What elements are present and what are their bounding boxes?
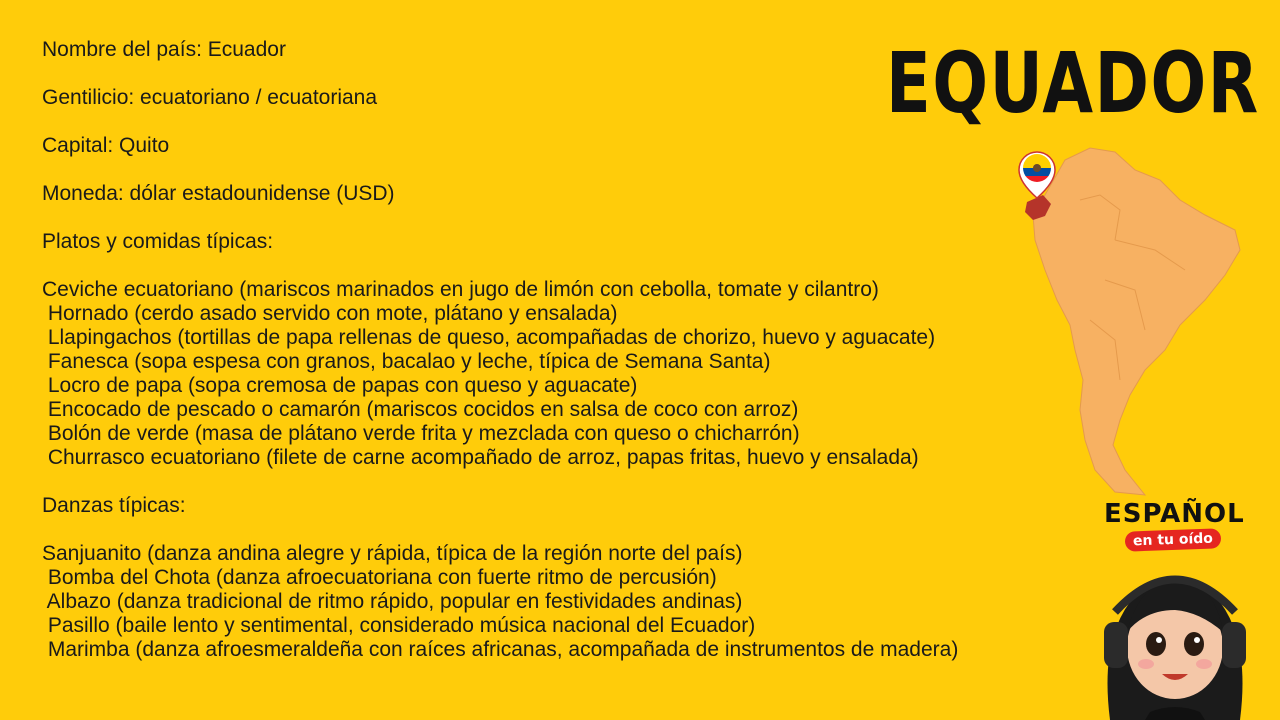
dish-item: Locro de papa (sopa cremosa de papas con queso y aguacate) [42, 374, 638, 397]
demonym: Gentilicio: ecuatoriano / ecuatoriana [42, 86, 378, 109]
dance-item: Pasillo (baile lento y sentimental, considerado música nacional del Ecuador) [42, 614, 756, 637]
country-name: Nombre del país: Ecuador [42, 38, 286, 61]
dish-item: Churrasco ecuatoriano (filete de carne acompañado de arroz, papas fritas, huevo y ensalada) [42, 446, 919, 469]
dish-item: Encocado de pescado o camarón (mariscos cocidos en salsa de coco con arroz) [42, 398, 799, 421]
dish-item: Llapingachos (tortillas de papa rellenas de queso, acompañadas de chorizo, huevo y aguacate) [42, 326, 936, 349]
brand-logo [1104, 498, 1245, 550]
dance-item: Marimba (danza afroesmeraldeña con raíces africanas, acompañada de instrumentos de madera) [42, 638, 959, 661]
logo-subtitle: en tu oído [1125, 528, 1222, 551]
logo-title: ESPAÑOL [1104, 499, 1245, 529]
dish-item: Fanesca (sopa espesa con granos, bacalao y leche, típica de Semana Santa) [42, 350, 771, 373]
dance-item: Sanjuanito (danza andina alegre y rápida, típica de la región norte del país) [42, 542, 743, 565]
capital: Capital: Quito [42, 134, 170, 157]
dish-item: Ceviche ecuatoriano (mariscos marinados en jugo de limón con cebolla, tomate y cilantro) [42, 278, 879, 301]
dish-item: Hornado (cerdo asado servido con mote, plátano y ensalada) [42, 302, 618, 325]
south-america-map-icon [995, 140, 1245, 500]
dances-heading: Danzas típicas: [42, 494, 186, 517]
currency: Moneda: dólar estadounidense (USD) [42, 182, 395, 205]
girl-with-headphones-icon [1090, 552, 1260, 720]
dishes-heading: Platos y comidas típicas: [42, 230, 274, 253]
dance-item: Albazo (danza tradicional de ritmo rápido, popular en festividades andinas) [42, 590, 743, 613]
dance-item: Bomba del Chota (danza afroecuatoriana con fuerte ritmo de percusión) [42, 566, 717, 589]
dish-item: Bolón de verde (masa de plátano verde frita y mezclada con queso o chicharrón) [42, 422, 800, 445]
page-title: EQUADOR [886, 34, 1260, 132]
